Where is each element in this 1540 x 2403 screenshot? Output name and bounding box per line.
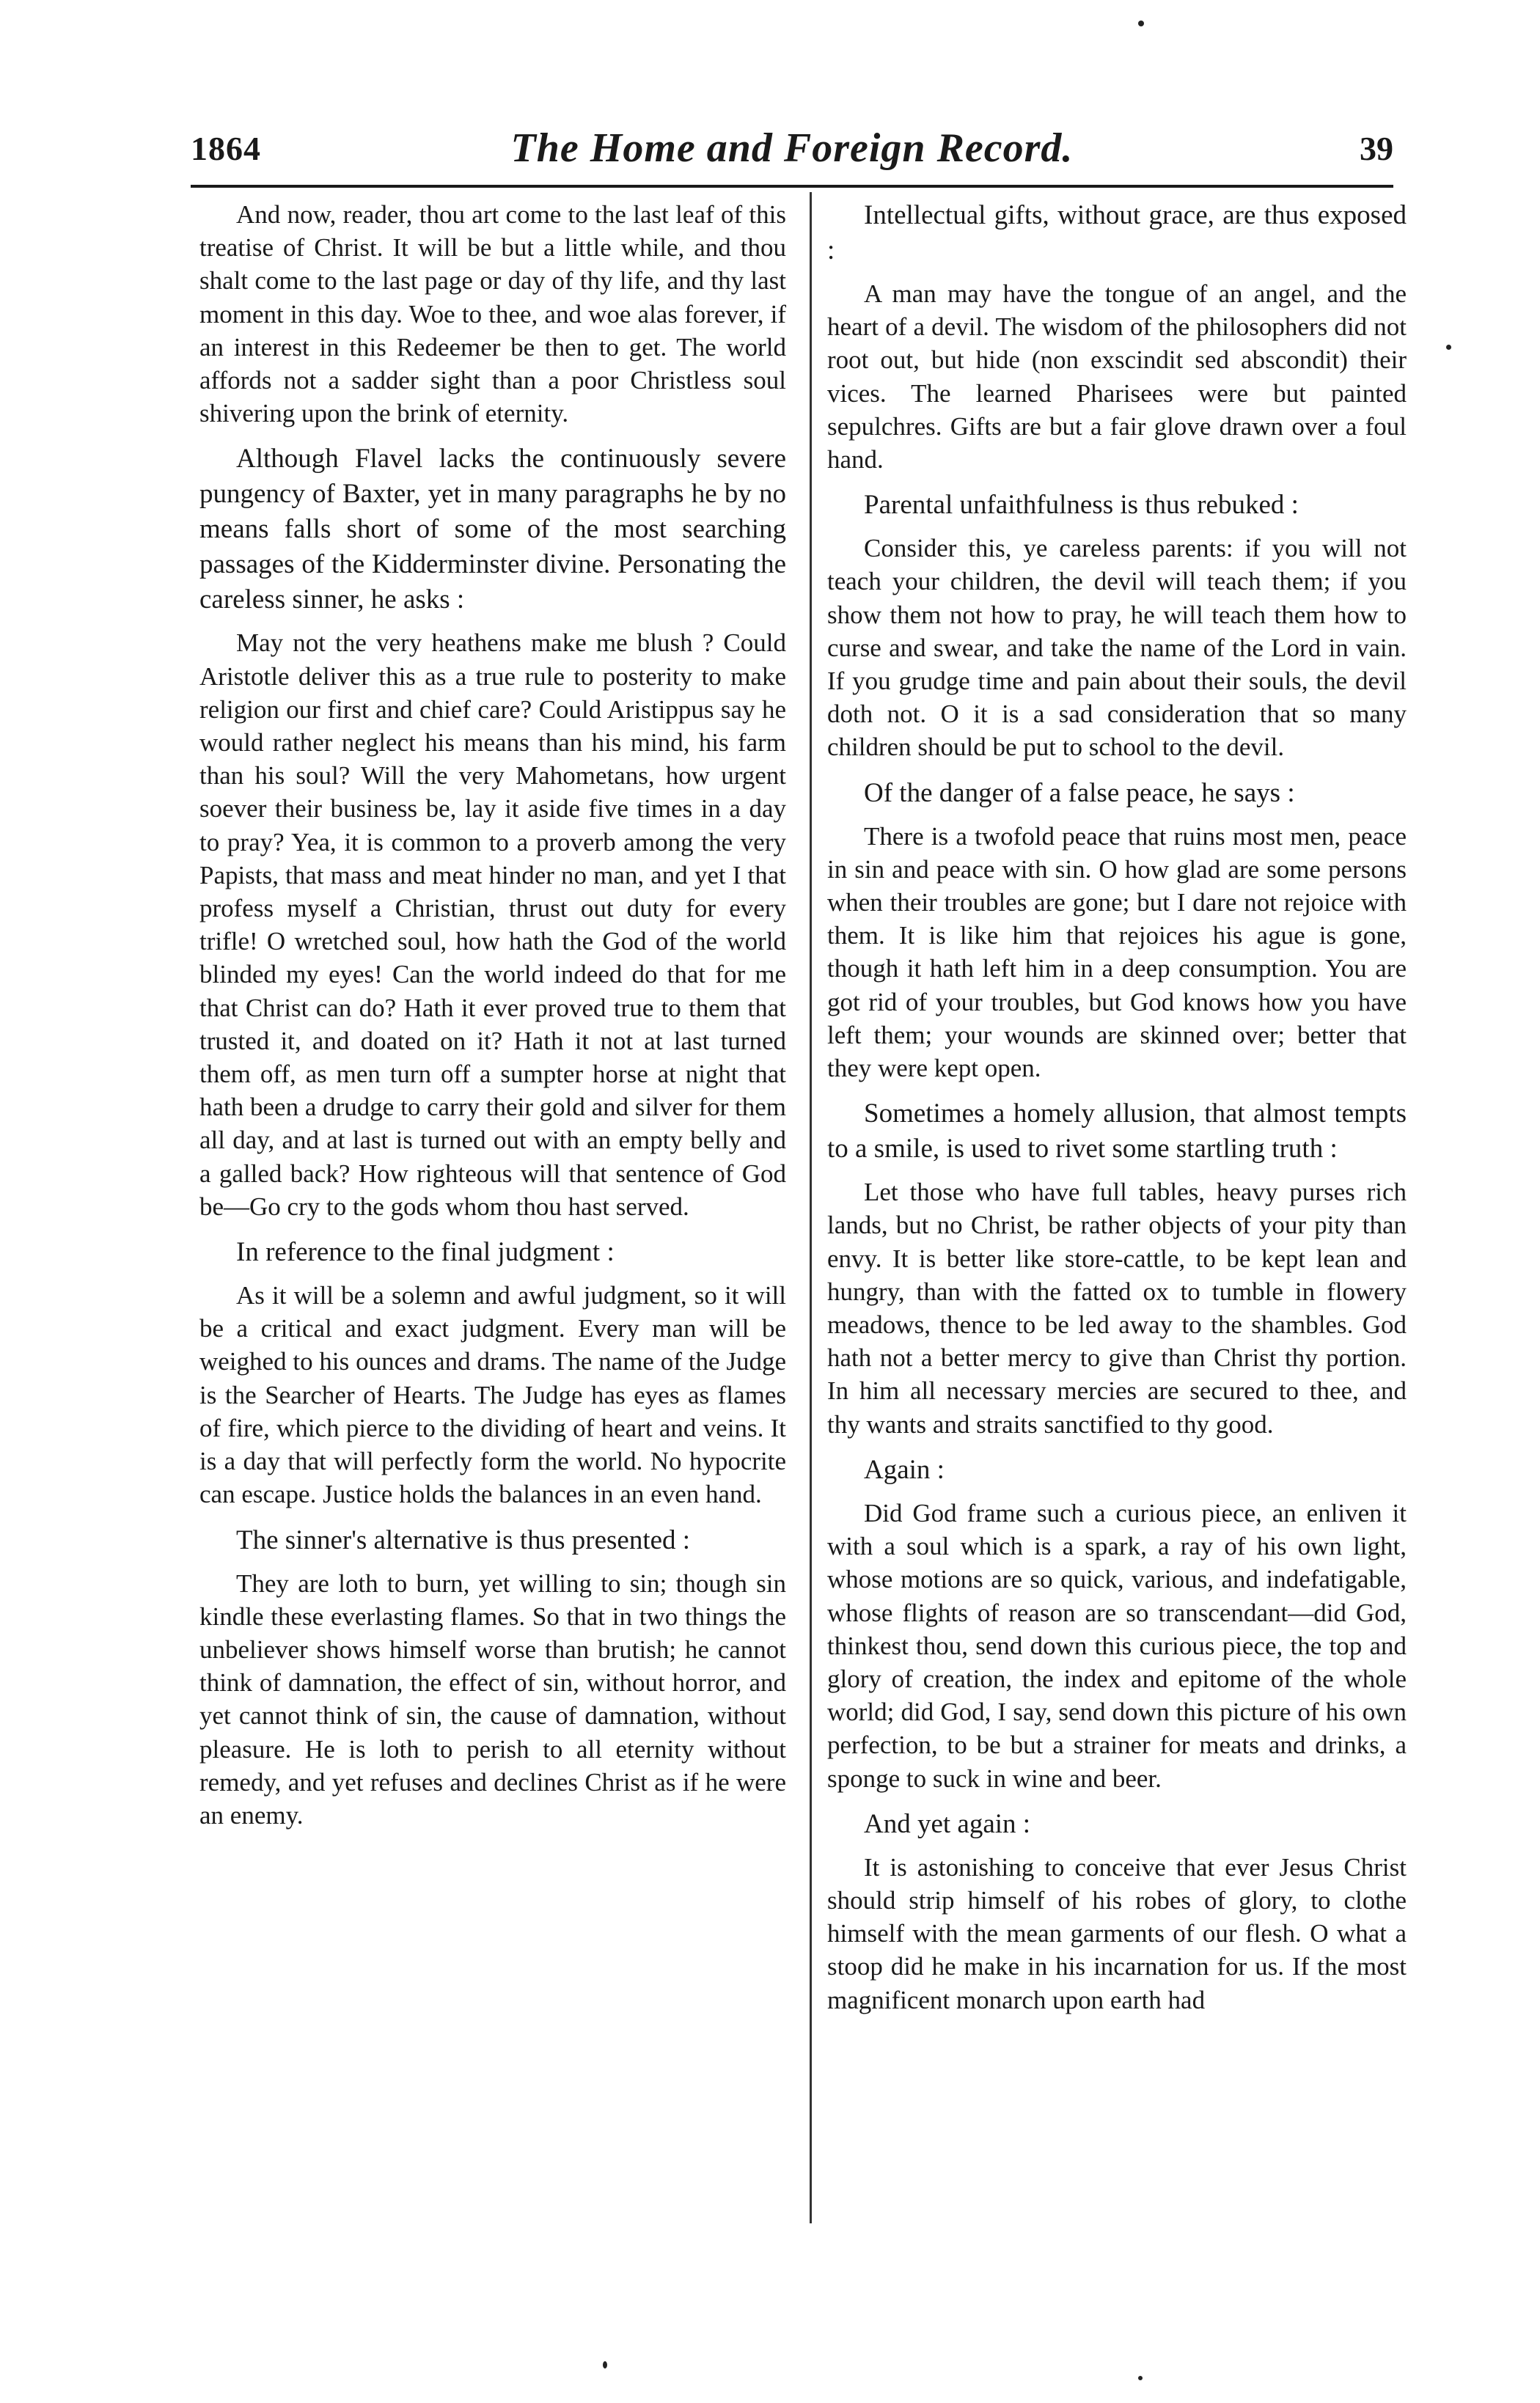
paragraph: Let those who have full tables, heavy purses rich lands, but no Christ, be rather objects of your pity than envy. It is better like store-cattle, to be kept lean and hungry, than with the fatted ox to tumble in flowery meadows, thence to be led away to the shambles. God hath not a better mercy to give than Christ thy portion. In him all necessary mercies are secured to thee, and thy wants and straits sanctified to thy good. — [827, 1178, 1407, 1439]
ink-speck — [603, 2361, 607, 2369]
paragraph: May not the very heathens make me blush ? Could Aristotle deliver this as a true rule to posterity to make religion our first and chief care? Could Aristippus say he would rather neglect his means than his mind, his farm than his soul? Will the very Mahometans, how urgent soever their business be, lay it aside five times in a day to pray? Yea, it is common to a proverb among the very Papists, that mass and meat hinder no man, and yet I that profess myself a Christian, thrust out duty for every trifle! O wretched soul, how hath the God of the world blinded my eyes! Can the world indeed do that for me that Christ can do? Hath it ever proved true to them that trusted it, and doated on it? Hath it not at last turned them off, as men turn off a sumpter horse at night that hath been a drudge to carry their gold and silver for them all day, and at last is turned out with an empty belly and a galled back? How righteous will that sentence of God be—Go cry to the gods whom thou hast served. — [199, 628, 786, 1221]
paragraph: They are loth to burn, yet willing to sin; though sin kindle these everlasting flames. So that in two things the unbeliever shows himself worse than brutish; he cannot think of damnation, the effect of sin, without horror, and yet cannot think of sin, the cause of damnation, without pleasure. He is loth to perish to all eternity without remedy, and yet refuses and declines Christ as if he were an enemy. — [199, 1569, 786, 1830]
header-rule — [191, 185, 1393, 188]
column-divider — [810, 192, 812, 2223]
ink-speck — [1138, 21, 1144, 26]
paragraph: Intellectual gifts, without grace, are thus exposed : — [827, 200, 1407, 265]
paragraph: A man may have the tongue of an angel, and the heart of a devil. The wisdom of the philosophers did not root out, but hide (non exscindit sed abscondit) their vices. The learned Pharisees were but painted sepulchres. Gifts are but a fair glove drawn over a foul hand. — [827, 279, 1407, 474]
right-column — [827, 198, 1407, 2027]
publication-title: The Home and Foreign Record. — [510, 125, 1074, 171]
paragraph: Sometimes a homely allusion, that almost tempts to a smile, is used to rivet some startling truth : — [827, 1098, 1407, 1164]
running-header — [191, 125, 1393, 180]
paragraph: Consider this, ye careless parents: if you will not teach your children, the devil will teach them; if you show them not how to pray, he will teach them how to curse and swear, and take the name of the Lord in vain. If you grudge time and pain about their souls, the devil doth not. O it is a sad consideration that so many children should be put to school to the devil. — [827, 534, 1407, 762]
paragraph: Of the danger of a false peace, he says : — [864, 777, 1295, 808]
ink-speck — [1446, 345, 1451, 350]
paragraph: And now, reader, thou art come to the last leaf of this treatise of Christ. It will be but a little while, and thou shalt come to the last page or day of thy life, and thy last moment in this day. Woe to thee, and woe alas forever, if an interest in this Redeemer be then to get. The world affords not a sadder sight than a poor Christless soul shivering upon the brink of eternity. — [199, 200, 786, 428]
paragraph: Did God frame such a curious piece, an enliven it with a soul which is a spark, a ray of his own light, whose motions are so quick, various, and indefatigable, whose flights of reason are so transcendant—did God, thinkest thou, send down this curious piece, the top and glory of creation, the index and epitome of the whole world; did God, I say, send down this picture of his own perfection, to be but a strainer for meats and drinks, a sponge to suck in wine and beer. — [827, 1498, 1407, 1793]
page-number: 39 — [1360, 130, 1393, 167]
paragraph: In reference to the final judgment : — [236, 1237, 615, 1268]
paragraph: The sinner's alternative is thus presented : — [236, 1525, 691, 1555]
paragraph: It is astonishing to conceive that ever Jesus Christ should strip himself of his robes of glory, to clothe himself with the mean garments of our flesh. O what a stoop did he make in his incarnation for us. If the most magnificent monarch upon earth had — [827, 1852, 1407, 2014]
paragraph: Parental unfaithfulness is thus rebuked : — [864, 490, 1299, 521]
ink-speck — [1138, 2376, 1143, 2380]
paragraph: There is a twofold peace that ruins most men, peace in sin and peace with sin. O how glad are some persons when their troubles are gone; but I dare not rejoice with them. It is like him that rejoices his ague is gone, though it hath left him in a deep consumption. You are got rid of your troubles, but God knows how you have left them; your wounds are skinned over; better that they were kept open. — [827, 821, 1407, 1083]
paragraph: Although Flavel lacks the continuously severe pungency of Baxter, yet in many paragraphs he by no means falls short of some of the most searching passages of the Kidderminster divine. Personating the careless sinner, he asks : — [199, 444, 786, 615]
left-column — [199, 198, 786, 1842]
paragraph: Again : — [864, 1454, 945, 1485]
header-year: 1864 — [191, 130, 261, 167]
paragraph: And yet again : — [864, 1808, 1031, 1839]
paragraph: As it will be a solemn and awful judgment, so it will be a critical and exact judgment. Every man will be weighed to his ounces and drams. The name of the Judge is the Searcher of Hearts. The Judge has eyes as flames of fire, which pierce to the dividing of heart and veins. It is a day that will perfectly form the world. No hypocrite can escape. Justice holds the balances in an even hand. — [199, 1281, 786, 1509]
